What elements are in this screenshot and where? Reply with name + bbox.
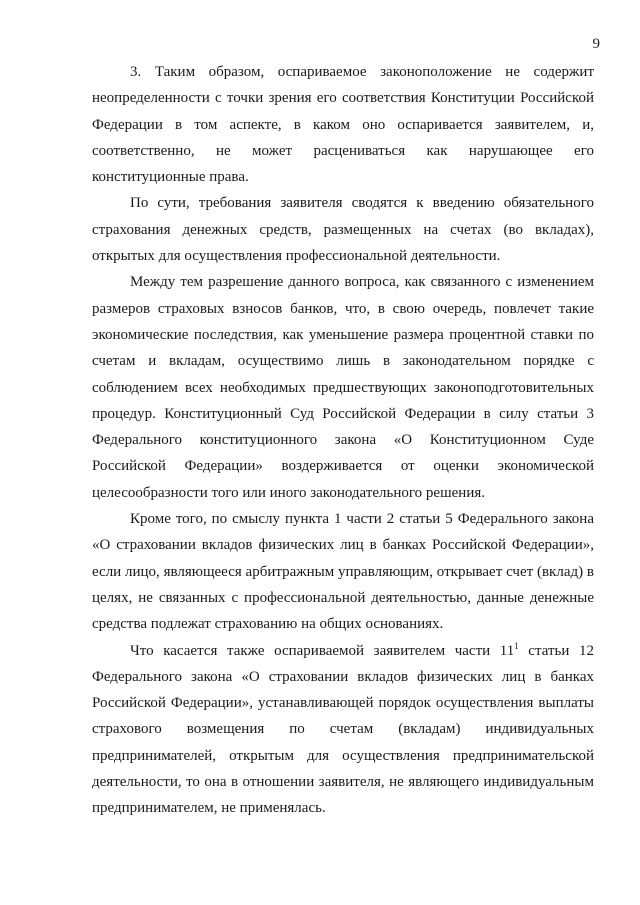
page-number: 9 <box>592 36 600 52</box>
superscript-index: 1 <box>514 640 519 651</box>
paragraph-3: Между тем разрешение данного вопроса, как связанного с изменением размеров страховых взносов банков, что, в свою очередь, повлечет такие экономические последствия, как уменьшение размера процентной ставки по счетам и вкладам, осуществимо лишь в законодательном порядке с соблюдением всех необходимых предшествующих законоподготовительных процедур. Конституционный Суд Российской Федерации в силу статьи 3 Федерального конституционного закона «О Конституционном Суде Российской Федерации» воздерживается от оценки экономической целесообразности того или иного законодательного решения. <box>92 274 594 501</box>
paragraph-5-start: Что касается также оспариваемой заявителем части 11 <box>130 642 515 659</box>
paragraph-5-rest: статьи 12 Федерального закона «О страховании вкладов физических лиц в банках Российской Федерации», устанавливающей порядок осуществления выплаты страхового возмещения по счетам (вкладам) индивидуальных предпринимателей, открытым для осуществления предпринимательской деятельности, то она в отношении заявителя, не являющего индивидуальным предпринимателем, не применялась. <box>92 642 594 817</box>
paragraph-1: 3. Таким образом, оспариваемое законоположение не содержит неопределенности с точки зрения его соответствия Конституции Российской Федерации в том аспекте, в каком оно оспаривается заявителем, и, соответственно, не может расцениваться как нарушающее его конституционные права. <box>92 64 594 186</box>
paragraph-5 <box>92 638 594 822</box>
paragraph-2: По сути, требования заявителя сводятся к введению обязательного страхования денежных средств, размещенных на счетах (во вкладах), открытых для осуществления профессиональной деятельности. <box>92 195 594 265</box>
paragraph-4: Кроме того, по смыслу пункта 1 части 2 статьи 5 Федерального закона «О страховании вкладов физических лиц в банках Российской Федерации», если лицо, являющееся арбитражным управляющим, открывает счет (вклад) в целях, не связанных с профессиональной деятельностью, данные денежные средства подлежат страхованию на общих основаниях. <box>92 511 594 633</box>
document-body <box>92 59 594 822</box>
